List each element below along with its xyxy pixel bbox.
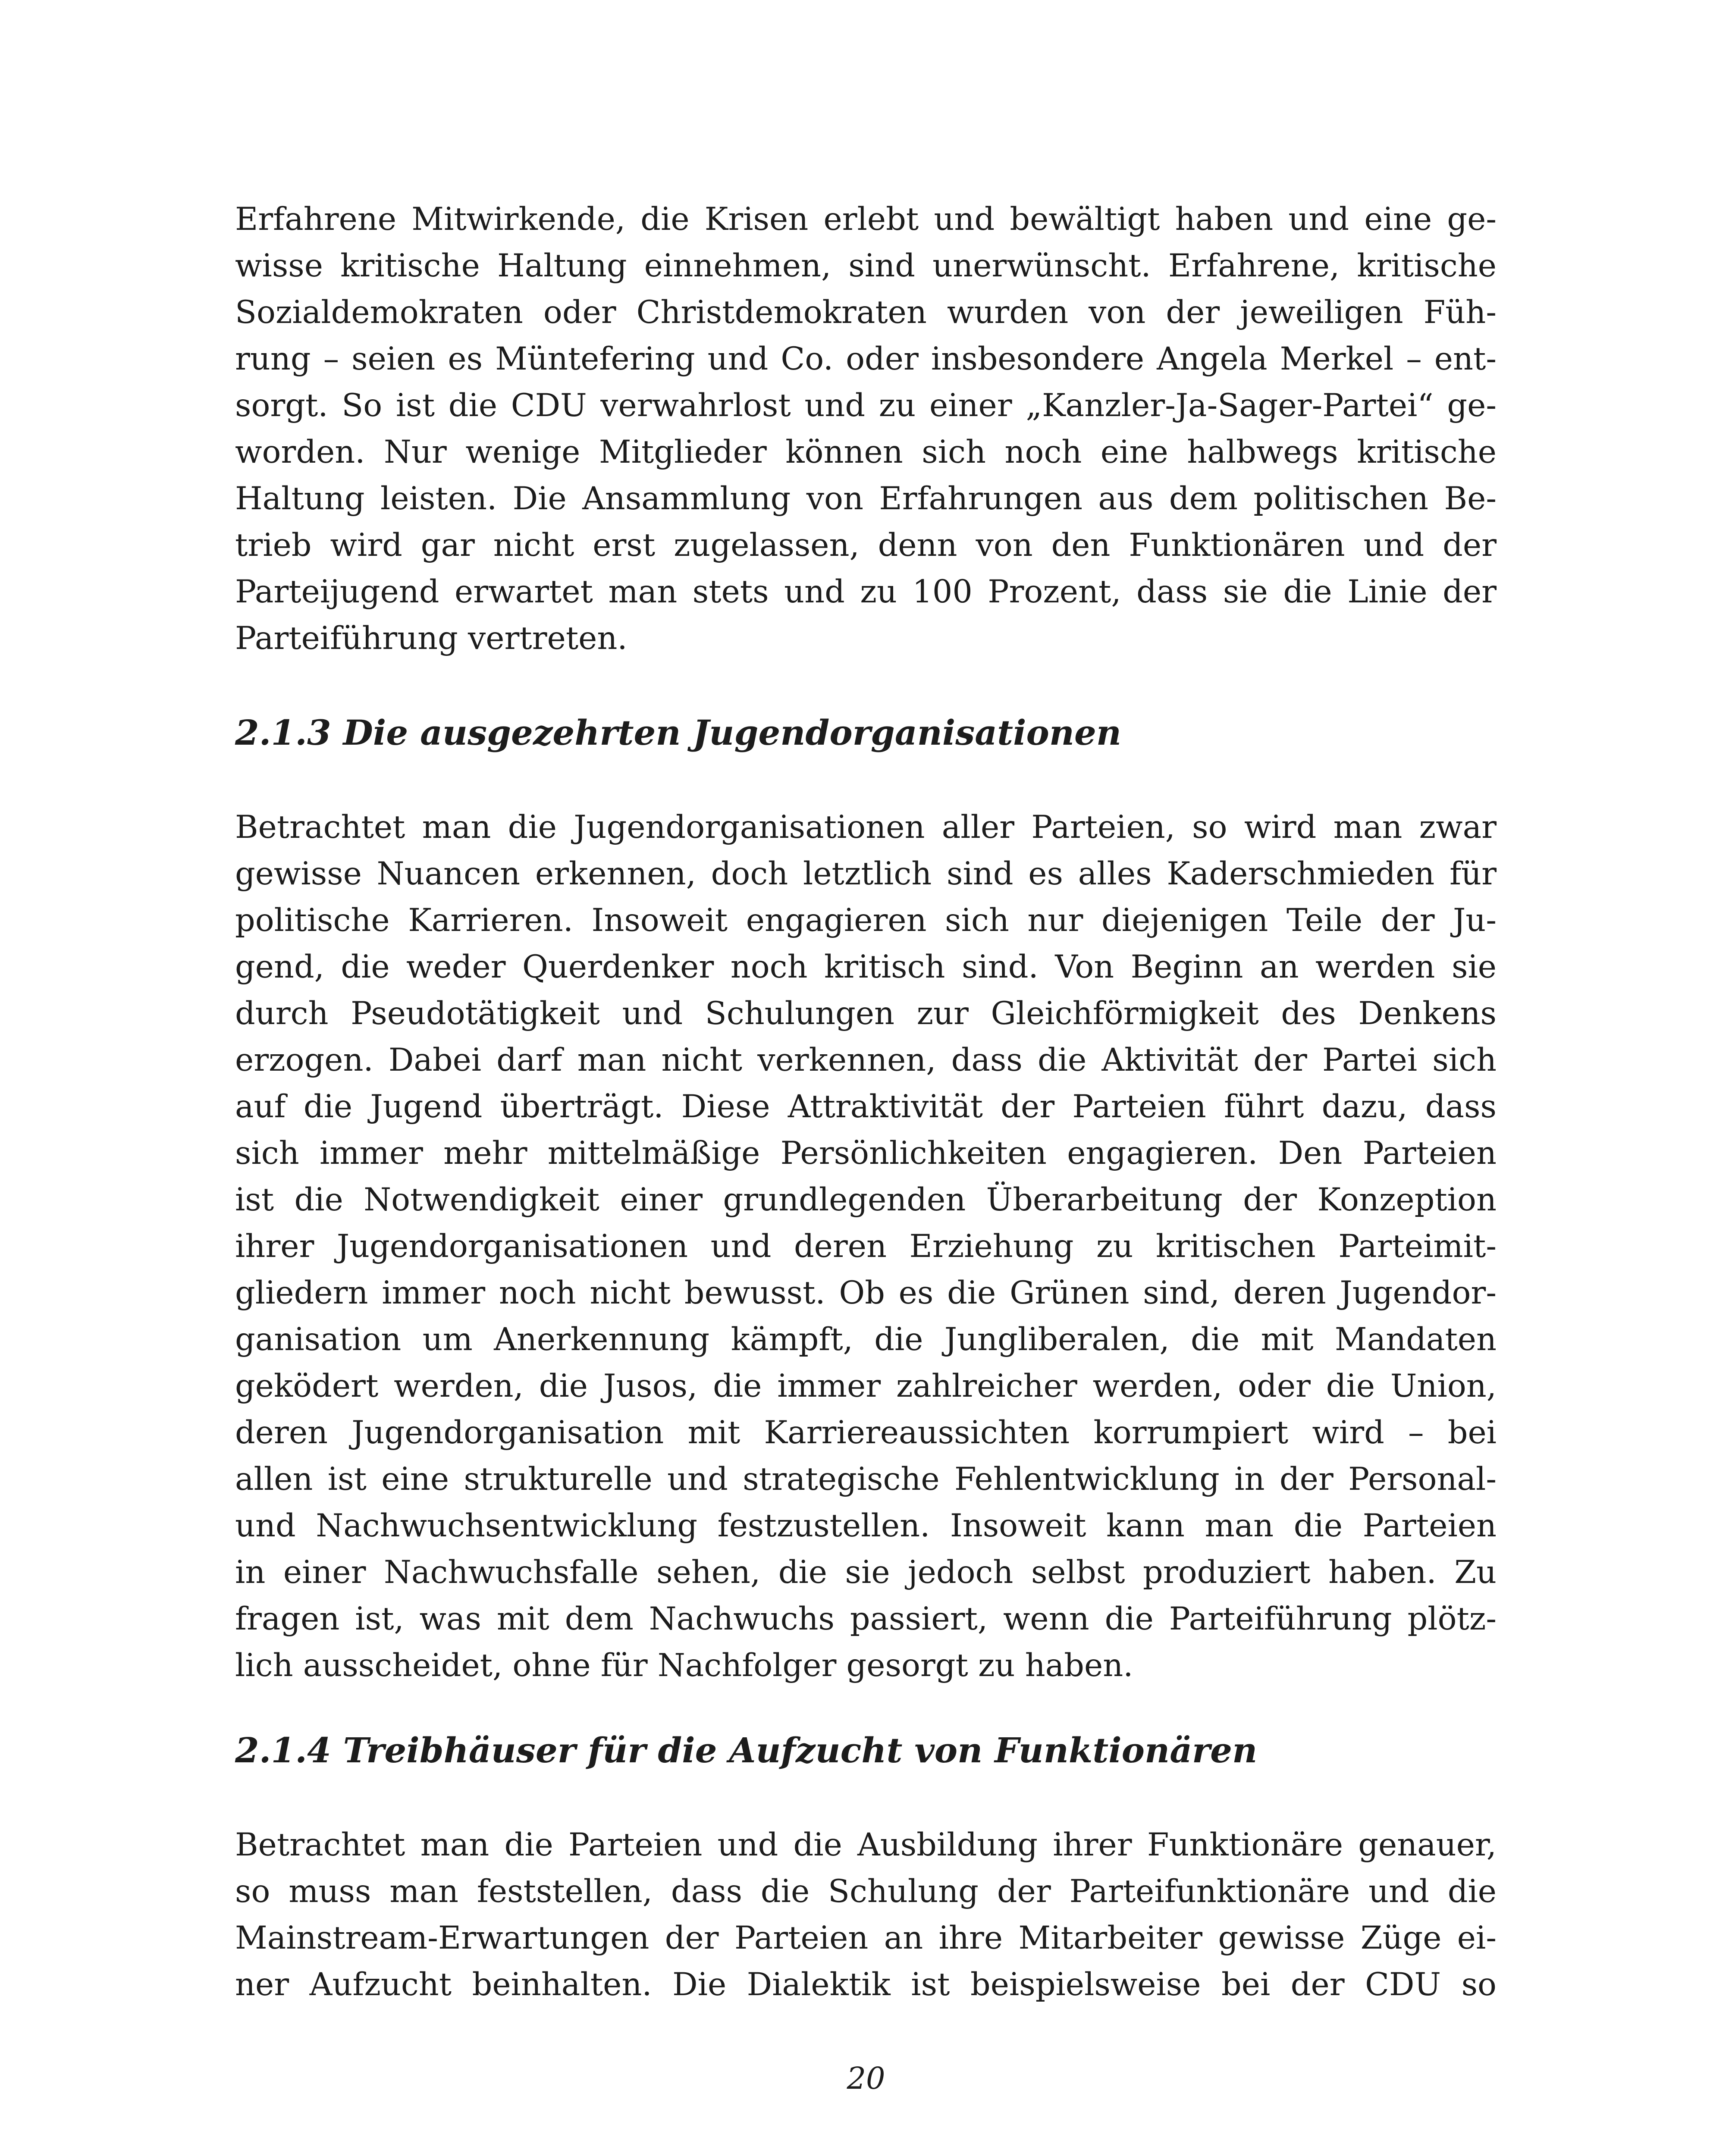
text-line: Betrachtet man die Jugendorganisationen aller Parteien, so wird man zwar [235, 809, 1497, 846]
section-heading-2-1-3: 2.1.3 Die ausgezehrten Jugendorganisationen [235, 712, 1122, 753]
text-line: in einer Nachwuchsfalle sehen, die sie jedoch selbst produziert haben. Zu [235, 1554, 1497, 1591]
text-line: erzogen. Dabei darf man nicht verkennen, dass die Aktivität der Partei sich [235, 1042, 1497, 1078]
text-line: ihrer Jugendorganisationen und deren Erziehung zu kritischen Parteimit- [235, 1228, 1497, 1265]
paragraph-2 [235, 804, 1497, 1689]
text-line: allen ist eine strukturelle und strategische Fehlentwicklung in der Personal- [235, 1461, 1497, 1498]
section-heading-2-1-4: 2.1.4 Treibhäuser für die Aufzucht von Funktionären [235, 1730, 1258, 1771]
text-line: gend, die weder Querdenker noch kritisch sind. Von Beginn an werden sie [235, 949, 1497, 985]
text-line: worden. Nur wenige Mitglieder können sich noch eine halbwegs kritische [235, 434, 1497, 470]
text-line: Haltung leisten. Die Ansammlung von Erfahrungen aus dem politischen Be- [235, 480, 1497, 517]
text-line: deren Jugendorganisation mit Karriereaussichten korrumpiert wird – bei [235, 1414, 1497, 1451]
text-line: rung – seien es Müntefering und Co. oder insbesondere Angela Merkel – ent- [235, 341, 1497, 377]
text-line: ner Aufzucht beinhalten. Die Dialektik ist beispielsweise bei der CDU so [235, 1966, 1497, 2003]
page-number: 20 [847, 2061, 885, 2096]
text-line: ist die Notwendigkeit einer grundlegenden Überarbeitung der Konzeption [235, 1181, 1497, 1218]
text-line: Parteiführung vertreten. [235, 620, 628, 657]
text-line: ganisation um Anerkennung kämpft, die Jungliberalen, die mit Mandaten [235, 1321, 1497, 1358]
text-line: lich ausscheidet, ohne für Nachfolger gesorgt zu haben. [235, 1647, 1133, 1684]
text-line: Betrachtet man die Parteien und die Ausbildung ihrer Funktionäre genauer, [235, 1827, 1497, 1863]
text-line: Parteijugend erwartet man stets und zu 100 Prozent, dass sie die Linie der [235, 573, 1497, 610]
text-line: trieb wird gar nicht erst zugelassen, denn von den Funktionären und der [235, 527, 1497, 564]
text-line: fragen ist, was mit dem Nachwuchs passiert, wenn die Parteiführung plötz- [235, 1601, 1497, 1637]
text-line: wisse kritische Haltung einnehmen, sind unerwünscht. Erfahrene, kritische [235, 248, 1497, 284]
paragraph-3 [235, 1822, 1497, 2008]
text-line: durch Pseudotätigkeit und Schulungen zur Gleichförmigkeit des Denkens [235, 995, 1497, 1032]
text-line: so muss man feststellen, dass die Schulung der Parteifunktionäre und die [235, 1873, 1497, 1910]
text-line: gliedern immer noch nicht bewusst. Ob es die Grünen sind, deren Jugendor- [235, 1275, 1497, 1311]
text-line: geködert werden, die Jusos, die immer zahlreicher werden, oder die Union, [235, 1368, 1497, 1404]
text-line: auf die Jugend überträgt. Diese Attraktivität der Parteien führt dazu, dass [235, 1088, 1497, 1125]
text-line: Erfahrene Mitwirkende, die Krisen erlebt und bewältigt haben und eine ge- [235, 201, 1497, 238]
paragraph-1 [235, 196, 1497, 662]
text-line: Mainstream-Erwartungen der Parteien an ihre Mitarbeiter gewisse Züge ei- [235, 1920, 1497, 1956]
text-line: politische Karrieren. Insoweit engagieren sich nur diejenigen Teile der Ju- [235, 902, 1497, 939]
text-line: Sozialdemokraten oder Christdemokraten wurden von der jeweiligen Füh- [235, 294, 1497, 331]
text-line: und Nachwuchsentwicklung festzustellen. Insoweit kann man die Parteien [235, 1507, 1497, 1544]
text-line: sorgt. So ist die CDU verwahrlost und zu einer „Kanzler-Ja-Sager-Partei“ ge- [235, 387, 1497, 424]
text-line: gewisse Nuancen erkennen, doch letztlich sind es alles Kaderschmieden für [235, 856, 1497, 892]
text-line: sich immer mehr mittelmäßige Persönlichkeiten engagieren. Den Parteien [235, 1135, 1497, 1172]
